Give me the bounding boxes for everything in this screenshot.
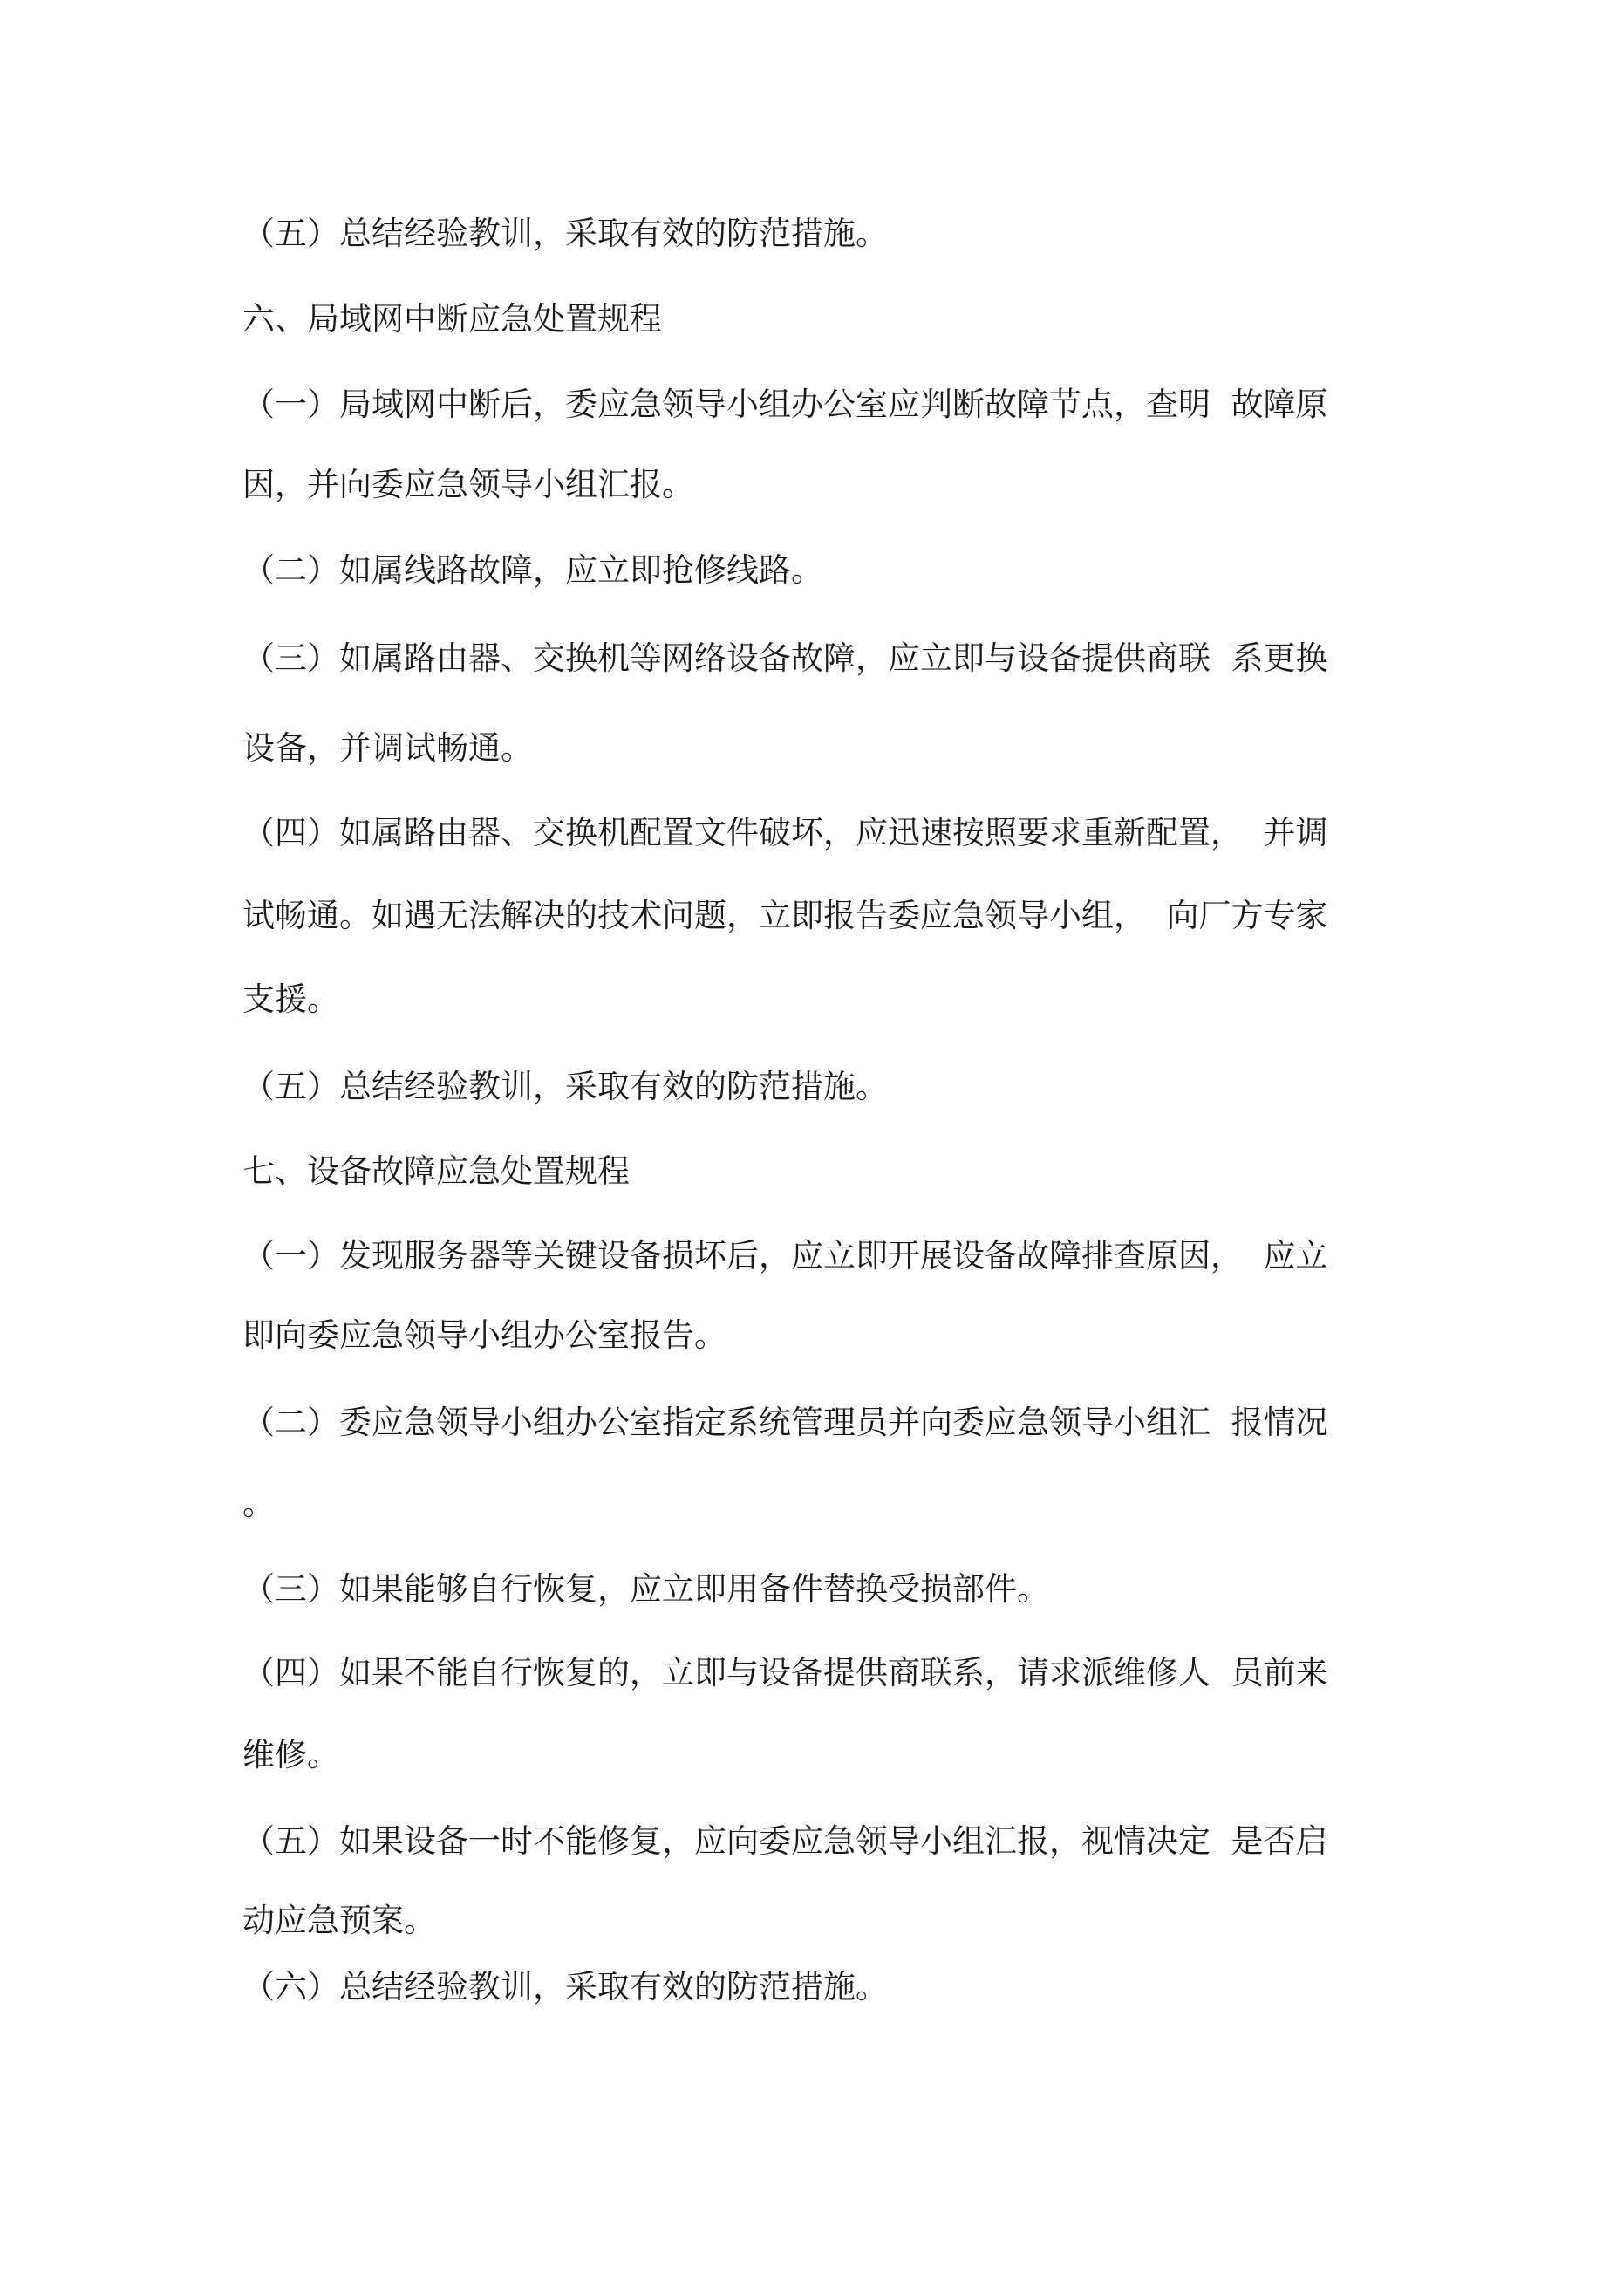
text-line: （五）总结经验教训，采取有效的防范措施。 [242, 1068, 888, 1105]
text-line: 维修。 [242, 1736, 339, 1773]
text-line: 动应急预案。 [242, 1902, 436, 1939]
text-line: （五）总结经验教训，采取有效的防范措施。 [242, 215, 888, 252]
text-line: （三）如属路由器、交换机等网络设备故障，应立即与设备提供商联 系更换 [242, 639, 1328, 677]
text-line: （六）总结经验教训，采取有效的防范措施。 [242, 1968, 888, 2006]
text-line: （三）如果能够自行恢复，应立即用备件替换受损部件。 [242, 1570, 1049, 1608]
text-line: 因，并向委应急领导小组汇报。 [242, 466, 694, 503]
text-line: 支援。 [242, 981, 339, 1018]
text-line: 。 [242, 1485, 275, 1522]
text-line: 试畅通。如遇无法解决的技术问题，立即报告委应急领导小组， 向厂方专家 [242, 897, 1328, 934]
text-line: （四）如属路由器、交换机配置文件破坏，应迅速按照要求重新配置， 并调 [242, 814, 1328, 851]
text-line: 即向委应急领导小组办公室报告。 [242, 1316, 726, 1354]
text-line: （五）如果设备一时不能修复，应向委应急领导小组汇报，视情决定 是否启 [242, 1822, 1328, 1860]
text-line: （二）如属线路故障，应立即抢修线路。 [242, 551, 823, 589]
text-line: （一）局域网中断后，委应急领导小组办公室应判断故障节点，查明 故障原 [242, 386, 1328, 423]
text-line: （二）委应急领导小组办公室指定系统管理员并向委应急领导小组汇 报情况 [242, 1404, 1328, 1441]
section-heading: 七、设备故障应急处置规程 [242, 1152, 630, 1190]
text-line: （一）发现服务器等关键设备损坏后，应立即开展设备故障排查原因， 应立 [242, 1237, 1328, 1274]
text-line: （四）如果不能自行恢复的，立即与设备提供商联系，请求派维修人 员前来 [242, 1654, 1328, 1691]
section-heading: 六、局域网中断应急处置规程 [242, 300, 662, 338]
text-line: 设备，并调试畅通。 [242, 729, 533, 767]
